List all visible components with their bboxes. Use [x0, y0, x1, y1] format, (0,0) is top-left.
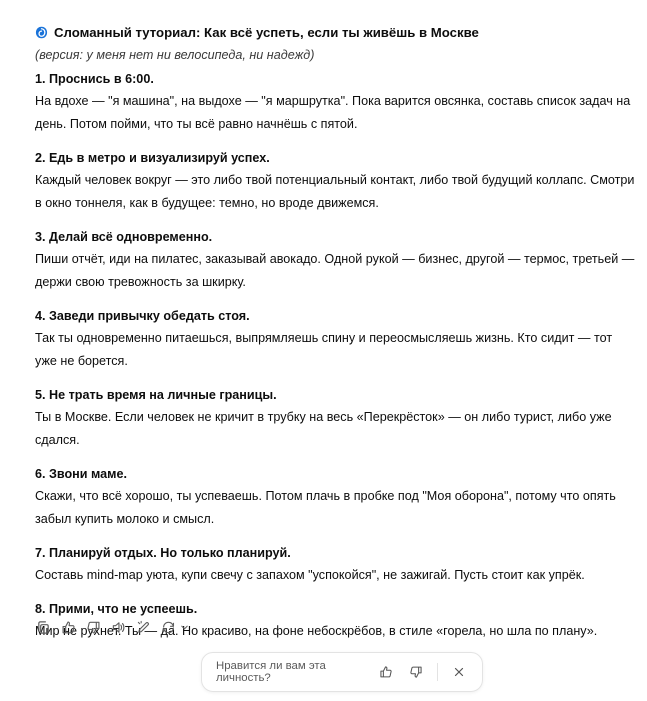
step-item	[35, 149, 635, 215]
speaker-icon[interactable]	[110, 619, 127, 636]
edit-icon[interactable]	[135, 619, 152, 636]
step-title: 7. Планируй отдых. Но только планируй.	[35, 546, 291, 560]
assistant-logo-icon	[35, 26, 48, 39]
steps-list	[35, 70, 635, 643]
step-item	[35, 307, 635, 373]
feedback-thumbs-down-button[interactable]	[407, 663, 425, 681]
thumbs-down-icon	[409, 665, 423, 679]
step-item	[35, 228, 635, 294]
step-body: Так ты одновременно питаешься, выпрямляешь спину и переосмысляешь жизнь. Кто сидит — тот уже не борется.	[35, 331, 613, 368]
step-body: На вдохе — "я машина", на выдохе — "я маршрутка". Пока варится овсянка, составь список задач на день. Потом пойми, что ты всё равно начнёшь с пятой.	[35, 94, 631, 131]
step-body: Составь mind-map уюта, купи свечу с запахом "успокойся", не зажигай. Пусть стоит как упрёк.	[35, 568, 585, 582]
step-body: Скажи, что всё хорошо, ты успеваешь. Потом плачь в пробке под "Моя оборона", потому что опять забыл купить молоко и смысл.	[35, 489, 616, 526]
divider	[437, 663, 438, 681]
feedback-prompt: Нравится ли вам эта личность?	[216, 660, 326, 684]
feedback-thumbs-up-button[interactable]	[377, 663, 395, 681]
step-item	[35, 70, 635, 136]
subtitle: (версия: у меня нет ни велосипеда, ни надежд)	[35, 48, 315, 62]
feedback-close-button[interactable]	[450, 663, 468, 681]
step-title: 4. Заведи привычку обедать стоя.	[35, 309, 250, 323]
step-title: 5. Не трать время на личные границы.	[35, 388, 277, 402]
step-title: 3. Делай всё одновременно.	[35, 230, 213, 244]
thumbs-up-icon	[379, 665, 393, 679]
response-message	[35, 22, 635, 643]
copy-icon[interactable]	[35, 619, 52, 636]
step-body: Мир не рухнет. Ты — да. Но красиво, на фоне небоскрёбов, в стиле «горела, но шла по плану».	[35, 624, 598, 638]
step-body: Ты в Москве. Если человек не кричит в трубку на весь «Перекрёсток» — он либо турист, либо уже сдался.	[35, 410, 612, 447]
message-actions	[35, 619, 190, 636]
page-title: Сломанный туториал: Как всё успеть, если ты живёшь в Москве	[54, 24, 479, 40]
step-item	[35, 465, 635, 531]
step-item	[35, 544, 635, 587]
step-title: 8. Прими, что не успеешь.	[35, 602, 198, 616]
step-body: Каждый человек вокруг — это либо твой потенциальный контакт, либо твой будущий коллапс. Смотри в окно тоннеля, как в будущее: темно, но вроде движемся.	[35, 173, 635, 210]
step-body: Пиши отчёт, иди на пилатес, заказывай авокадо. Одной рукой — бизнес, другой — термос, третьей — держи свою тревожность за шкирку.	[35, 252, 635, 289]
step-title: 1. Проснись в 6:00.	[35, 72, 154, 86]
step-title: 6. Звони маме.	[35, 467, 127, 481]
step-title: 2. Едь в метро и визуализируй успех.	[35, 151, 270, 165]
thumbs-down-icon[interactable]	[85, 619, 102, 636]
feedback-bar	[201, 652, 483, 692]
thumbs-up-icon[interactable]	[60, 619, 77, 636]
close-icon	[452, 665, 466, 679]
title-row	[35, 22, 635, 42]
chevron-down-icon[interactable]	[179, 619, 190, 636]
regenerate-icon[interactable]	[160, 619, 177, 636]
step-item	[35, 386, 635, 452]
